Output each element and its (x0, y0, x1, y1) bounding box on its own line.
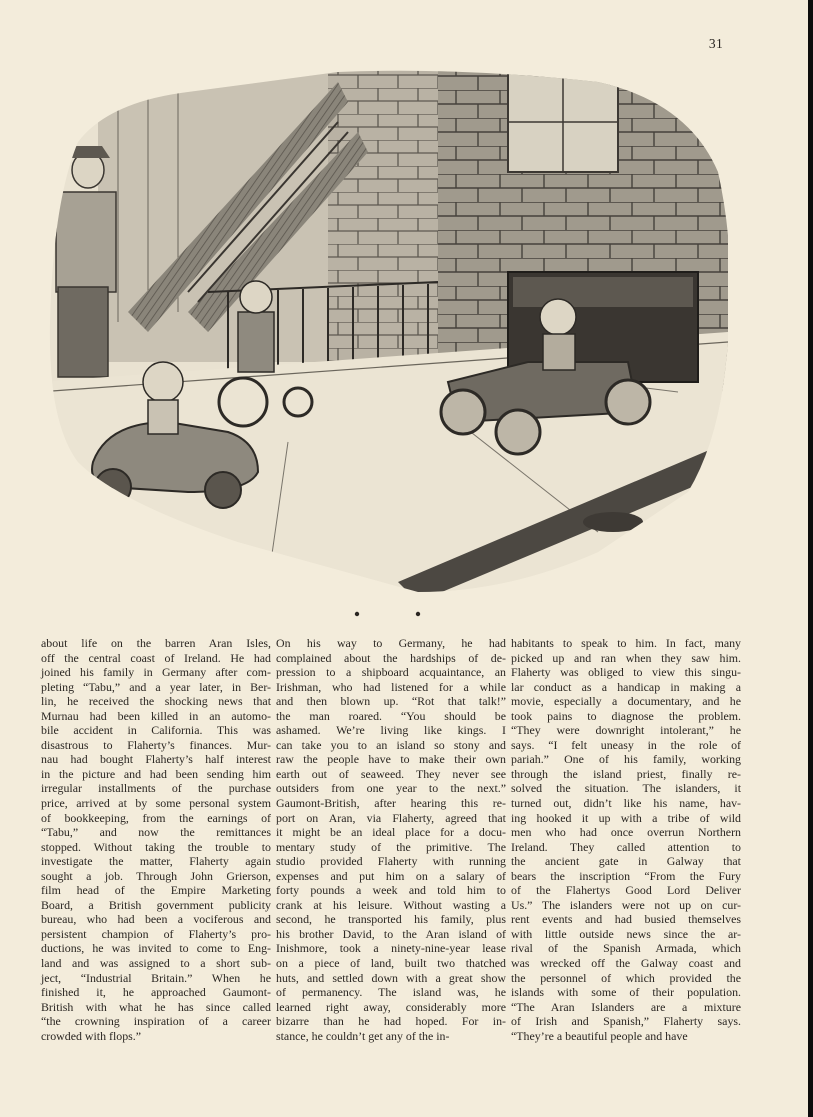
text-line: of the Flahertys Good Lord Deliver (511, 883, 741, 898)
text-line: Murnau had been killed in an automo- (41, 708, 271, 723)
text-line: port on Aran, via Flaherty, agreed that (276, 810, 506, 825)
text-line: learned right away, considerably more (276, 999, 506, 1014)
page-number: 31 (708, 36, 723, 51)
page-edge-shadow (808, 0, 813, 1117)
text-line: pariah.” One of his family, working (511, 752, 741, 767)
text-line: nau had bought Flaherty’s half interest (41, 752, 271, 767)
text-line: “Tabu,” and now the remittances (41, 825, 271, 840)
text-line: earth out of seaweed. They never see (276, 766, 506, 781)
text-line: price, arrived at by some personal system (41, 796, 271, 811)
text-line: rival of the Spanish Armada, which (511, 941, 741, 956)
text-line: complained about the hardships of de- (276, 650, 506, 665)
text-line: bears the inscription “From the Fury (511, 868, 741, 883)
text-line: bizarre than he had hoped. For in- (276, 1014, 506, 1029)
text-line: British with what he has since called (41, 999, 271, 1014)
text-line: expenses and put him on a salary of (276, 868, 506, 883)
text-line: raw the people have to make their own (276, 752, 506, 767)
text-line: solved the situation. The islanders, it (511, 781, 741, 796)
text-line: took pains to diagnose the problem. (511, 708, 741, 723)
text-line: Gaumont-British, after hearing this re- (276, 796, 506, 811)
text-line: was wrecked off the Galway coast and (511, 956, 741, 971)
text-line: ductions, he was invited to come to Eng- (41, 941, 271, 956)
text-line: ject, “Industrial Britain.” When he (41, 970, 271, 985)
text-line: islands with some of their population. (511, 985, 741, 1000)
article-column-1 (41, 636, 271, 1043)
text-line: forty pounds a week and told him to (276, 883, 506, 898)
text-line: it might be an ideal place for a docu- (276, 825, 506, 840)
text-line: of Irish and Spanish,” Flaherty says. (511, 1014, 741, 1029)
section-break-dots (0, 609, 813, 619)
text-line: ashamed. We’re living like kings. I (276, 723, 506, 738)
text-line: of permanency. The island was, he (276, 985, 506, 1000)
text-line: stopped. Without taking the trouble to (41, 839, 271, 854)
text-line: persistent champion of Flaherty’s pro- (41, 926, 271, 941)
text-line: pleting “Tabu,” and a year later, in Ber- (41, 679, 271, 694)
text-line: “They were downright intolerant,” he (511, 723, 741, 738)
article-column-3 (511, 636, 741, 1043)
text-line: crowded with flops.” (41, 1028, 142, 1043)
text-line: sought a job. Through John Grierson, (41, 868, 271, 883)
text-line: off the central coast of Ireland. He had (41, 650, 271, 665)
text-line: the ancient gate in Galway that (511, 854, 741, 869)
text-line: on a piece of land, built two thatched (276, 956, 506, 971)
text-line: turned out, didn’t like his name, hav- (511, 796, 741, 811)
text-line: rent events and had busied themselves (511, 912, 741, 927)
text-line: lar conduct as a handicap in making a (511, 679, 741, 694)
text-line: habitants to speak to him. In fact, many (511, 636, 741, 650)
text-line: picked up and ran when they saw him. (511, 650, 741, 665)
street-scene-illustration-icon (38, 62, 728, 602)
text-line: his brother David, to the Aran island of (276, 926, 506, 941)
text-line: disastrous to Flaherty’s finances. Mur- (41, 737, 271, 752)
text-line: the personnel of which provided the (511, 970, 741, 985)
text-line: can take you to an island so stony and (276, 737, 506, 752)
text-line: with little outside news since the ar- (511, 926, 741, 941)
text-line: finished it, he approached Gaumont- (41, 985, 271, 1000)
text-line: film head of the Empire Marketing (41, 883, 271, 898)
text-line: second, he transported his family, plus (276, 912, 506, 927)
text-line: On his way to Germany, he had (276, 636, 506, 650)
text-line: stance, he couldn’t get any of the in- (276, 1028, 450, 1043)
text-line: ing hooked it up with a tribe of wild (511, 810, 741, 825)
text-line: and then blown up. “Rot that talk!” (276, 694, 506, 709)
text-line: “the crowning inspiration of a career (41, 1014, 271, 1029)
text-line: mentary study of the primitive. The (276, 839, 506, 854)
text-line: pression to a shipboard acquaintance, an (276, 665, 506, 680)
text-line: men who had once overrun Northern (511, 825, 741, 840)
text-line: through the island priest, finally re- (511, 766, 741, 781)
text-line: Flaherty was obliged to view this singu- (511, 665, 741, 680)
text-line: bile accident in California. This was (41, 723, 271, 738)
text-line: huts, and settled down with a great show (276, 970, 506, 985)
text-line: movie, especially a documentary, and he (511, 694, 741, 709)
text-line: “The Aran Islanders are a mixture (511, 999, 741, 1014)
text-line: in the picture and had been sending him (41, 766, 271, 781)
text-line: crank at his leisure. Without wasting a (276, 897, 506, 912)
text-line: land and was assigned to a short sub- (41, 956, 271, 971)
text-line: of bookkeeping, from the earnings of (41, 810, 271, 825)
text-line: outsiders from one year to the next.” (276, 781, 506, 796)
text-line: the man roared. “You should be (276, 708, 506, 723)
text-line: Irishman, who had listened for a while (276, 679, 506, 694)
text-line: says. “I felt uneasy in the role of (511, 737, 741, 752)
text-line: “They’re a beautiful people and have (511, 1028, 688, 1043)
text-line: Ireland. They called attention to (511, 839, 741, 854)
text-line: about life on the barren Aran Isles, (41, 636, 271, 650)
text-line: Board, a British government publicity (41, 897, 271, 912)
text-line: studio provided Flaherty with running (276, 854, 506, 869)
text-line: lin, he received the shocking news that (41, 694, 271, 709)
text-line: Inishmore, took a ninety-nine-year lease (276, 941, 506, 956)
text-line: Us.” The islanders were not up on cur- (511, 897, 741, 912)
text-line: bureau, who had been a vociferous and (41, 912, 271, 927)
text-line: joined his family in Germany after com- (41, 665, 271, 680)
text-line: irregular installments of the purchase (41, 781, 271, 796)
article-column-2 (276, 636, 506, 1043)
text-line: investigate the matter, Flaherty again (41, 854, 271, 869)
